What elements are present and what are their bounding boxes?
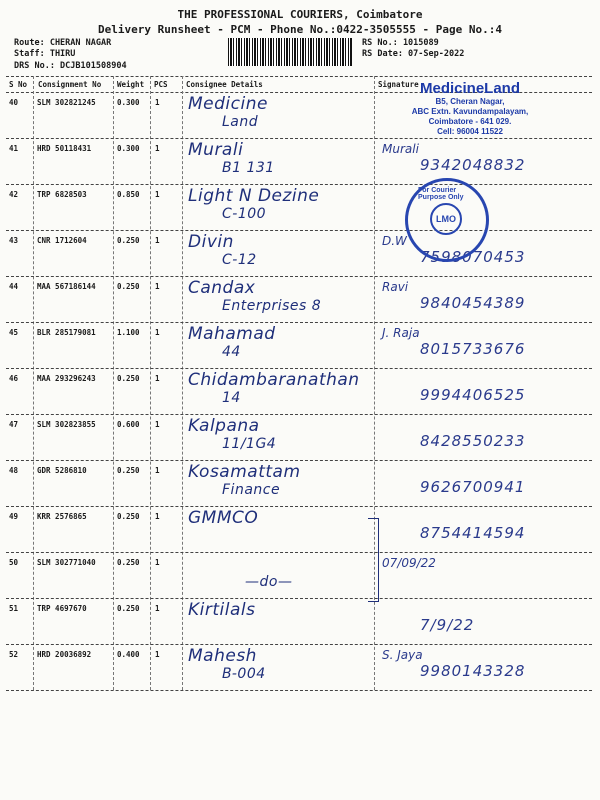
row-consignment: TRP 6828503 — [37, 190, 87, 199]
consignee-name: GMMCO — [188, 508, 259, 528]
row-consignment: CNR 1712604 — [37, 236, 87, 245]
row-consignment: HRD 50118431 — [37, 144, 92, 153]
row-sno: 44 — [9, 282, 19, 291]
row-consignment: SLM 302823855 — [37, 420, 96, 429]
col-pcs: PCS — [154, 80, 168, 89]
consignee-address: Finance — [222, 482, 281, 498]
row-pcs: 1 — [155, 558, 160, 567]
signature: D.W — [382, 234, 407, 248]
row-consignment: HRD 20036892 — [37, 650, 92, 659]
consignee-name: Divin — [188, 232, 234, 252]
col-consignment: Consignment No — [38, 80, 102, 89]
signature: J. Raja — [382, 326, 420, 340]
consignee-address: Land — [222, 114, 259, 130]
staff-label: Staff: THIRU — [14, 49, 76, 59]
phone-number: 7598070453 — [420, 248, 526, 266]
col-consignee: Consignee Details — [186, 80, 263, 89]
row-sno: 47 — [9, 420, 19, 429]
row-weight: 0.250 — [117, 558, 140, 567]
rs-date: RS Date: 07-Sep-2022 — [362, 49, 465, 59]
row-divider — [6, 276, 592, 277]
phone-number: 8428550233 — [420, 432, 526, 450]
row-divider — [6, 460, 592, 461]
row-weight: 0.250 — [117, 374, 140, 383]
row-weight: 1.100 — [117, 328, 140, 337]
row-sno: 48 — [9, 466, 19, 475]
phone-number: 9980143328 — [420, 662, 526, 680]
row-consignment: TRP 4697670 — [37, 604, 87, 613]
consignee-address: —do— — [245, 574, 293, 590]
row-weight: 0.250 — [117, 512, 140, 521]
consignee-address: Enterprises 8 — [222, 298, 322, 314]
row-pcs: 1 — [155, 604, 160, 613]
phone-number: 9342048832 — [420, 156, 526, 174]
phone-number: 7/9/22 — [420, 616, 475, 634]
row-weight: 0.250 — [117, 236, 140, 245]
row-pcs: 1 — [155, 374, 160, 383]
row-weight: 0.250 — [117, 466, 140, 475]
row-divider — [6, 644, 592, 645]
row-pcs: 1 — [155, 328, 160, 337]
stamp-line: ABC Extn. Kavundampalayam, — [411, 107, 529, 116]
row-divider — [6, 230, 592, 231]
row-consignment: GDR 5286810 — [37, 466, 87, 475]
header-top-rule — [6, 76, 592, 77]
seal-text: For Courier Purpose Only — [418, 187, 464, 201]
phone-number: 8015733676 — [420, 340, 526, 358]
row-weight: 0.250 — [117, 282, 140, 291]
consignee-address: C-12 — [222, 252, 257, 268]
consignee-name: Kirtilals — [188, 600, 256, 620]
phone-number: 9840454389 — [420, 294, 526, 312]
row-divider — [6, 184, 592, 185]
seal-center: LMO — [430, 203, 462, 235]
row-sno: 50 — [9, 558, 19, 567]
row-pcs: 1 — [155, 282, 160, 291]
consignee-address: 14 — [222, 390, 241, 406]
rs-number: RS No.: 1015089 — [362, 38, 439, 48]
consignee-name: Mahamad — [188, 324, 276, 344]
courier-seal — [405, 178, 489, 262]
row-divider — [6, 690, 592, 691]
company-title: THE PROFESSIONAL COURIERS, Coimbatore — [177, 8, 423, 21]
route-label: Route: CHERAN NAGAR — [14, 38, 112, 48]
consignee-name: Kalpana — [188, 416, 260, 436]
phone-number: 8754414594 — [420, 524, 526, 542]
consignee-address: 11/1G4 — [222, 436, 277, 452]
row-pcs: 1 — [155, 98, 160, 107]
row-divider — [6, 138, 592, 139]
row-pcs: 1 — [155, 144, 160, 153]
row-divider — [6, 598, 592, 599]
consignee-address: 44 — [222, 344, 241, 360]
row-divider — [6, 414, 592, 415]
consignee-name: Candax — [188, 278, 256, 298]
row-divider — [6, 322, 592, 323]
consignee-address: C-100 — [222, 206, 267, 222]
consignee-name: Chidambaranathan — [188, 370, 360, 390]
signature: Ravi — [382, 280, 409, 294]
row-pcs: 1 — [155, 466, 160, 475]
row-consignment: SLM 302821245 — [37, 98, 96, 107]
row-consignment: MAA 293296243 — [37, 374, 96, 383]
row-consignment: BLR 285179081 — [37, 328, 96, 337]
row-pcs: 1 — [155, 650, 160, 659]
consignee-address: B1 131 — [222, 160, 275, 176]
col-weight: Weight — [117, 80, 145, 89]
consignee-name: Murali — [188, 140, 244, 160]
row-divider — [6, 552, 592, 553]
bracket-mark — [368, 518, 379, 602]
row-sno: 46 — [9, 374, 19, 383]
row-sno: 41 — [9, 144, 19, 153]
row-weight: 0.850 — [117, 190, 140, 199]
row-sno: 49 — [9, 512, 19, 521]
row-sno: 52 — [9, 650, 19, 659]
consignee-name: Kosamattam — [188, 462, 301, 482]
col-sno: S No — [9, 80, 28, 89]
signature: 07/09/22 — [382, 556, 436, 570]
medicineland-stamp — [375, 80, 565, 137]
row-sno: 51 — [9, 604, 19, 613]
runsheet-subtitle: Delivery Runsheet - PCM - Phone No.:0422-3505555 - Page No.:4 — [98, 23, 502, 36]
consignee-address: B-004 — [222, 666, 266, 682]
stamp-name: MedicineLand — [419, 80, 520, 97]
phone-number: 9994406525 — [420, 386, 526, 404]
row-weight: 0.600 — [117, 420, 140, 429]
row-pcs: 1 — [155, 190, 160, 199]
row-sno: 40 — [9, 98, 19, 107]
stamp-line: Cell: 96004 11522 — [437, 127, 503, 136]
row-consignment: KRR 2576865 — [37, 512, 87, 521]
row-pcs: 1 — [155, 420, 160, 429]
signature: Murali — [382, 142, 419, 156]
drs-number: DRS No.: DCJB101508904 — [14, 61, 127, 71]
barcode — [228, 38, 352, 66]
row-divider — [6, 506, 592, 507]
consignee-name: Light N Dezine — [188, 186, 320, 206]
row-pcs: 1 — [155, 512, 160, 521]
row-weight: 0.400 — [117, 650, 140, 659]
row-sno: 42 — [9, 190, 19, 199]
consignee-name: Mahesh — [188, 646, 257, 666]
row-sno: 43 — [9, 236, 19, 245]
col-signature: Signature — [378, 80, 419, 89]
row-weight: 0.300 — [117, 98, 140, 107]
row-weight: 0.250 — [117, 604, 140, 613]
stamp-line: B5, Cheran Nagar, — [435, 97, 505, 106]
signature: S. Jaya — [382, 648, 423, 662]
phone-number: 9626700941 — [420, 478, 526, 496]
row-consignment: SLM 302771040 — [37, 558, 96, 567]
row-sno: 45 — [9, 328, 19, 337]
row-weight: 0.300 — [117, 144, 140, 153]
stamp-line: Coimbatore - 641 029. — [428, 117, 512, 126]
row-consignment: MAA 567186144 — [37, 282, 96, 291]
row-pcs: 1 — [155, 236, 160, 245]
consignee-name: Medicine — [188, 94, 268, 114]
row-divider — [6, 368, 592, 369]
